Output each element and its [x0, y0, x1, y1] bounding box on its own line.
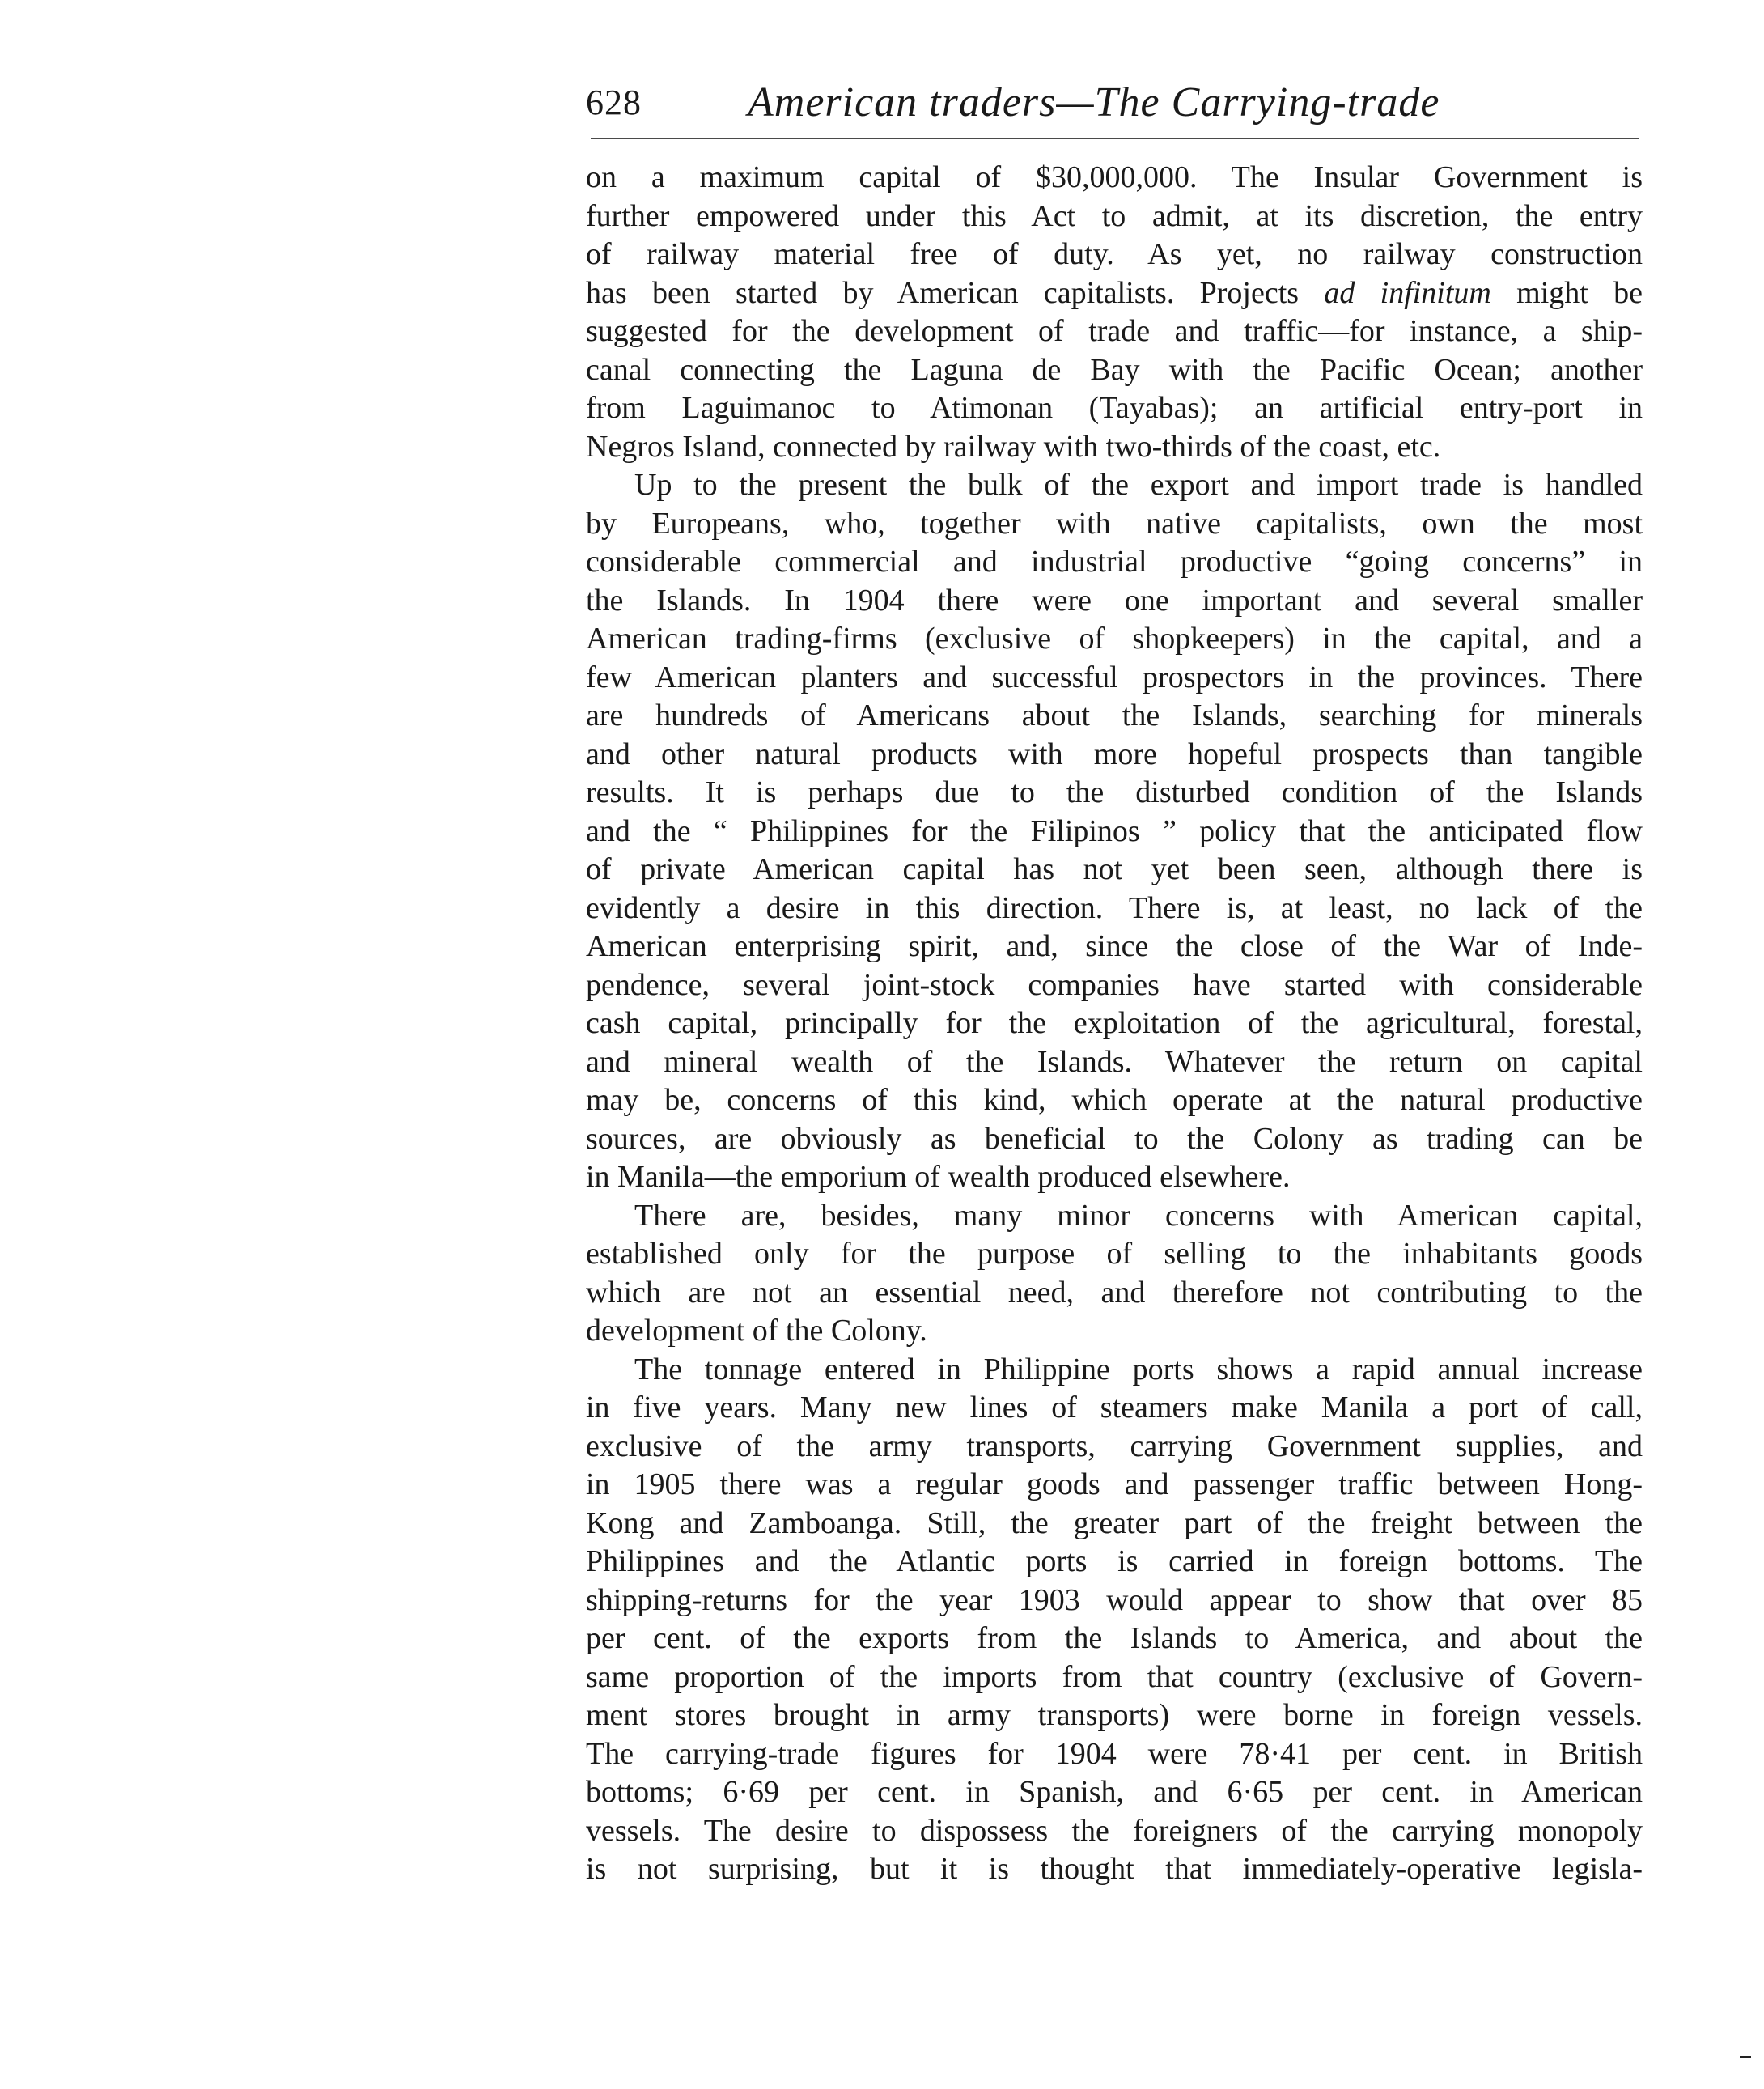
text-line: and other natural products with more hopeful prospects than tangible — [586, 737, 1643, 771]
page-number: 628 — [586, 83, 642, 122]
margin-mark — [1740, 2056, 1751, 2058]
text-line: pendence, several joint-stock companies have started with considerable — [586, 967, 1643, 1002]
text-line: the Islands. In 1904 there were one important and several smaller — [586, 583, 1643, 618]
text-line: few American planters and successful prospectors in the provinces. There — [586, 660, 1643, 694]
body-text — [586, 159, 1643, 1889]
text-line: is not surprising, but it is thought that immediately-operative legisla- — [586, 1852, 1643, 1886]
running-title: American traders—The Carrying-trade — [748, 79, 1440, 125]
text-line: canal connecting the Laguna de Bay with the Pacific Ocean; another — [586, 352, 1643, 387]
text-segment: has been started by American capitalists. Projects — [586, 275, 1325, 310]
text-line: There are, besides, many minor concerns with American capital, — [634, 1198, 1643, 1233]
text-line: sources, are obviously as beneficial to the Colony as trading can be — [586, 1121, 1643, 1156]
text-line: The carrying-trade figures for 1904 were 78·41 per cent. in British — [586, 1736, 1643, 1771]
text-line: which are not an essential need, and therefore not contributing to the — [586, 1275, 1643, 1310]
italic-phrase: ad infinitum — [1324, 275, 1491, 310]
text-line: American trading-firms (exclusive of shopkeepers) in the capital, and a — [586, 622, 1643, 656]
text-line: bottoms; 6·69 per cent. in Spanish, and 6·65 per cent. in American — [586, 1775, 1643, 1809]
text-line: per cent. of the exports from the Islands to America, and about the — [586, 1621, 1643, 1655]
text-line: in 1905 there was a regular goods and passenger traffic between Hong- — [586, 1467, 1643, 1501]
paragraph-2 — [586, 466, 1643, 1197]
text-line: The tonnage entered in Philippine ports shows a rapid annual increase — [634, 1352, 1643, 1386]
text-line: American enterprising spirit, and, since the close of the War of Inde- — [586, 929, 1643, 963]
text-line: Negros Island, connected by railway with two-thirds of the coast, etc. — [586, 429, 1441, 464]
paragraph-3 — [586, 1197, 1643, 1351]
page-header — [586, 74, 1643, 131]
text-line: considerable commercial and industrial productive “going concerns” in — [586, 545, 1643, 579]
text-line: Kong and Zamboanga. Still, the greater part of the freight between the — [586, 1505, 1643, 1540]
text-line: vessels. The desire to dispossess the foreigners of the carrying monopoly — [586, 1813, 1643, 1848]
text-line — [586, 274, 1643, 313]
text-line: may be, concerns of this kind, which operate at the natural productive — [586, 1083, 1643, 1117]
text-line: suggested for the development of trade and traffic—for instance, a ship- — [586, 314, 1643, 348]
text-line: in five years. Many new lines of steamers make Manila a port of call, — [586, 1391, 1643, 1425]
text-line: development of the Colony. — [586, 1314, 927, 1348]
paragraph-4 — [586, 1351, 1643, 1889]
text-line: Up to the present the bulk of the export and import trade is handled — [634, 468, 1643, 502]
text-line: and mineral wealth of the Islands. Whatever the return on capital — [586, 1044, 1643, 1079]
text-line: results. It is perhaps due to the disturbed condition of the Islands — [586, 775, 1643, 809]
text-line: of private American capital has not yet been seen, although there is — [586, 852, 1643, 886]
text-line: same proportion of the imports from that country (exclusive of Govern- — [586, 1659, 1643, 1694]
text-line: ment stores brought in army transports) were borne in foreign vessels. — [586, 1698, 1643, 1732]
text-line: shipping-returns for the year 1903 would appear to show that over 85 — [586, 1582, 1643, 1617]
text-segment: might be — [1490, 275, 1643, 310]
header-rule — [591, 138, 1639, 139]
text-line: evidently a desire in this direction. There is, at least, no lack of the — [586, 890, 1643, 925]
text-line: established only for the purpose of selling to the inhabitants goods — [586, 1237, 1643, 1271]
text-line: are hundreds of Americans about the Islands, searching for minerals — [586, 698, 1643, 732]
text-line: on a maximum capital of $30,000,000. The Insular Government is — [586, 160, 1643, 194]
text-line: further empowered under this Act to admit, at its discretion, the entry — [586, 198, 1643, 233]
paragraph-1 — [586, 159, 1643, 466]
text-line: and the “ Philippines for the Filipinos ” policy that the anticipated flow — [586, 813, 1643, 848]
text-line: from Laguimanoc to Atimonan (Tayabas); an artificial entry-port in — [586, 391, 1643, 425]
text-line: by Europeans, who, together with native capitalists, own the most — [586, 506, 1643, 541]
text-line: exclusive of the army transports, carrying Government supplies, and — [586, 1429, 1643, 1463]
text-line: Philippines and the Atlantic ports is carried in foreign bottoms. The — [586, 1544, 1643, 1578]
text-line: of railway material free of duty. As yet, no railway construction — [586, 237, 1643, 271]
text-line: cash capital, principally for the exploitation of the agricultural, forestal, — [586, 1006, 1643, 1040]
text-line: in Manila—the emporium of wealth produced elsewhere. — [586, 1160, 1291, 1194]
